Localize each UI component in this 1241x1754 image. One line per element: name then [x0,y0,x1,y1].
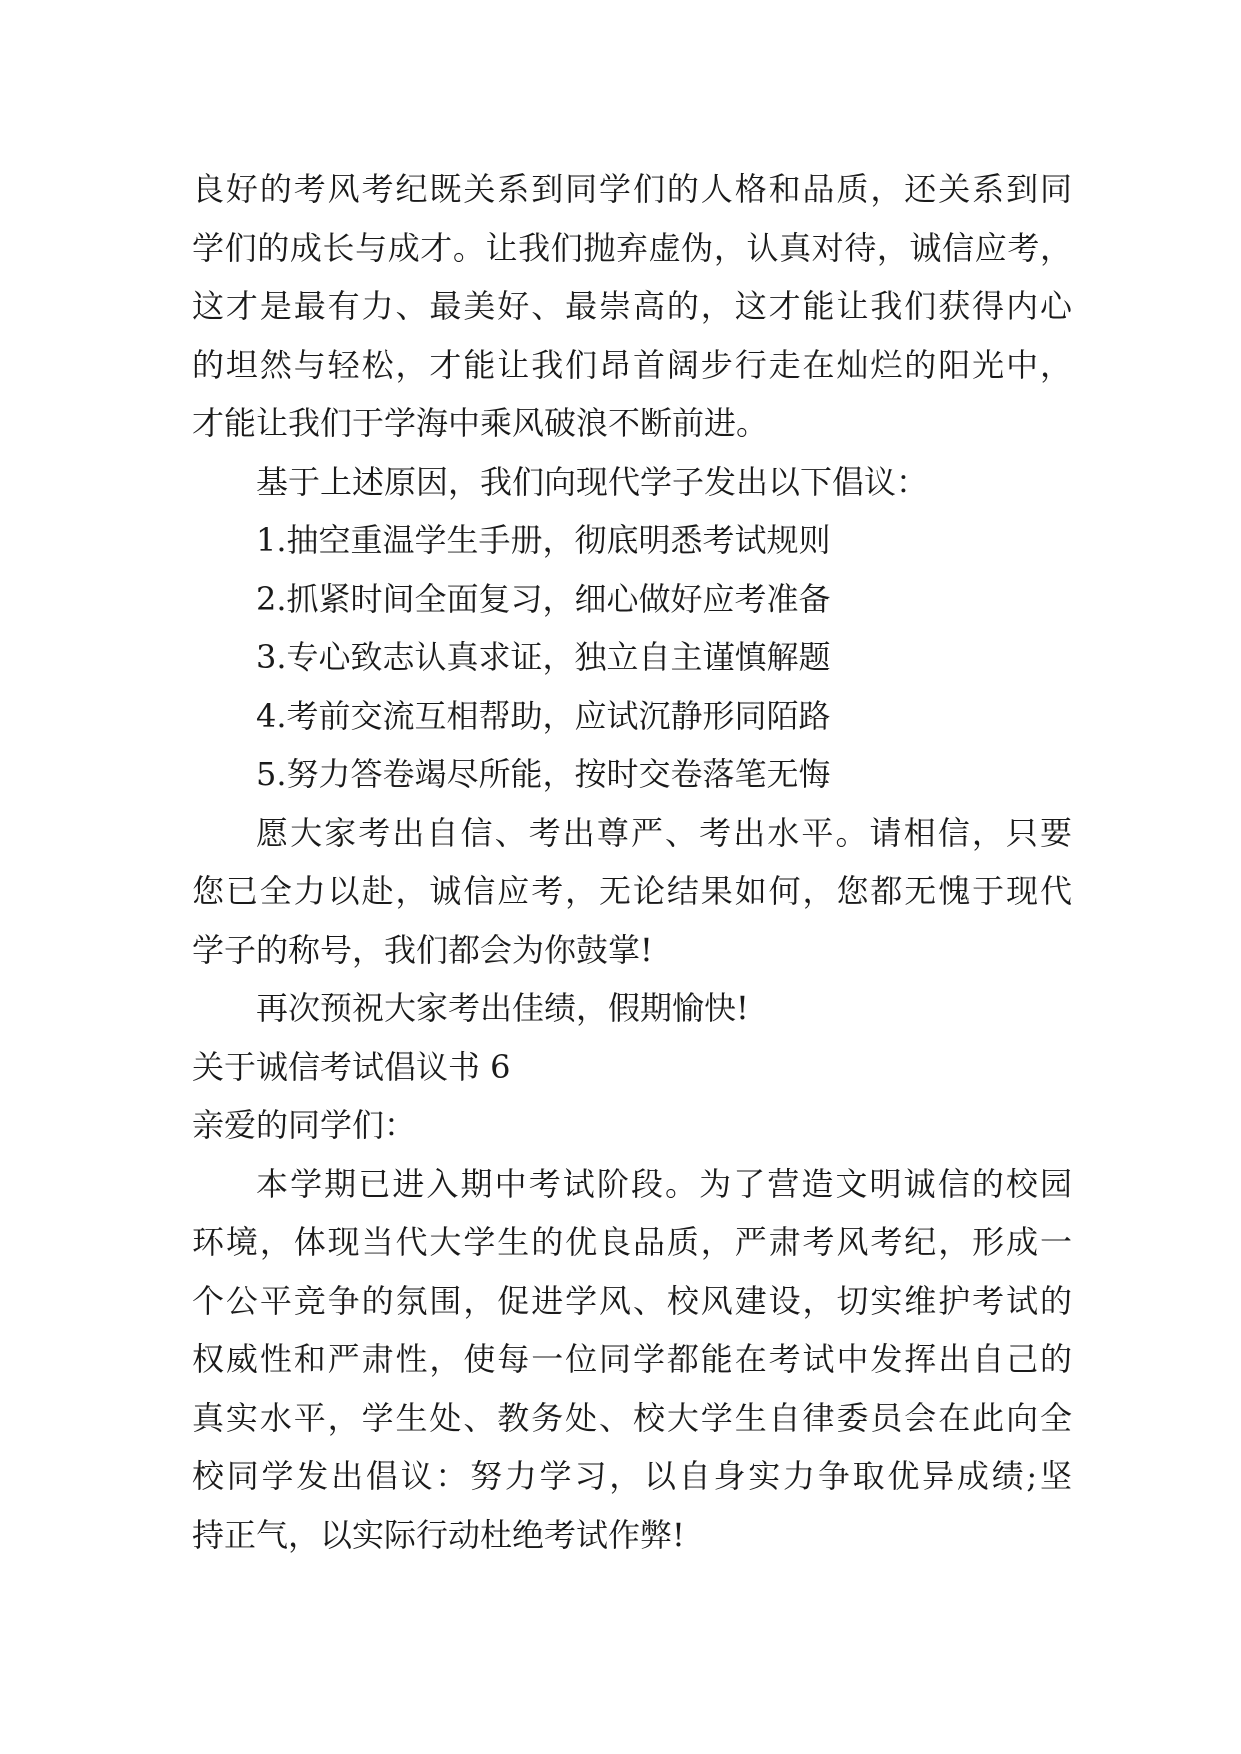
text-line: 您已全力以赴，诚信应考，无论结果如何，您都无愧于现代 [192,872,1072,910]
document-body [192,160,1072,1564]
text-line: 2.抓紧时间全面复习，细心做好应考准备 [256,579,831,618]
text-line: 学们的成长与成才。让我们抛弃虚伪，认真对待，诚信应考， [192,228,1072,267]
text-line: 5.努力答卷竭尽所能，按时交卷落笔无悔 [256,755,831,793]
text-line: 愿大家考出自信、考出尊严、考出水平。请相信，只要 [256,813,1072,852]
text-line: 真实水平，学生处、教务处、校大学生自律委员会在此向全 [192,1398,1072,1437]
text-line: 的坦然与轻松，才能让我们昂首阔步行走在灿烂的阳光中， [192,345,1072,384]
text-line: 基于上述原因，我们向现代学子发出以下倡议： [256,462,929,501]
text-line: 关于诚信考试倡议书 6 [192,1047,511,1086]
text-line: 才能让我们于学海中乘风破浪不断前进。 [192,404,769,442]
text-line: 环境，体现当代大学生的优良品质，严肃考风考纪，形成一 [192,1223,1072,1261]
text-line: 学子的称号，我们都会为你鼓掌! [192,930,653,969]
text-line: 校同学发出倡议：努力学习，以自身实力争取优异成绩;坚 [192,1457,1072,1495]
text-line: 再次预祝大家考出佳绩，假期愉快! [256,989,749,1027]
text-line: 持正气，以实际行动杜绝考试作弊! [192,1515,685,1554]
text-line: 本学期已进入期中考试阶段。为了营造文明诚信的校园 [256,1164,1072,1203]
text-line: 4.考前交流互相帮助，应试沉静形同陌路 [256,696,831,735]
text-line: 3.专心致志认真求证，独立自主谨慎解题 [256,638,831,676]
text-line: 良好的考风考纪既关系到同学们的人格和品质，还关系到同 [192,170,1072,208]
text-line: 亲爱的同学们： [192,1106,417,1144]
text-line: 1.抽空重温学生手册，彻底明悉考试规则 [256,521,831,559]
text-line: 这才是最有力、最美好、最崇高的，这才能让我们获得内心 [192,287,1072,325]
text-line: 权威性和严肃性，使每一位同学都能在考试中发挥出自己的 [192,1340,1072,1378]
text-line: 个公平竞争的氛围，促进学风、校风建设，切实维护考试的 [192,1281,1072,1320]
